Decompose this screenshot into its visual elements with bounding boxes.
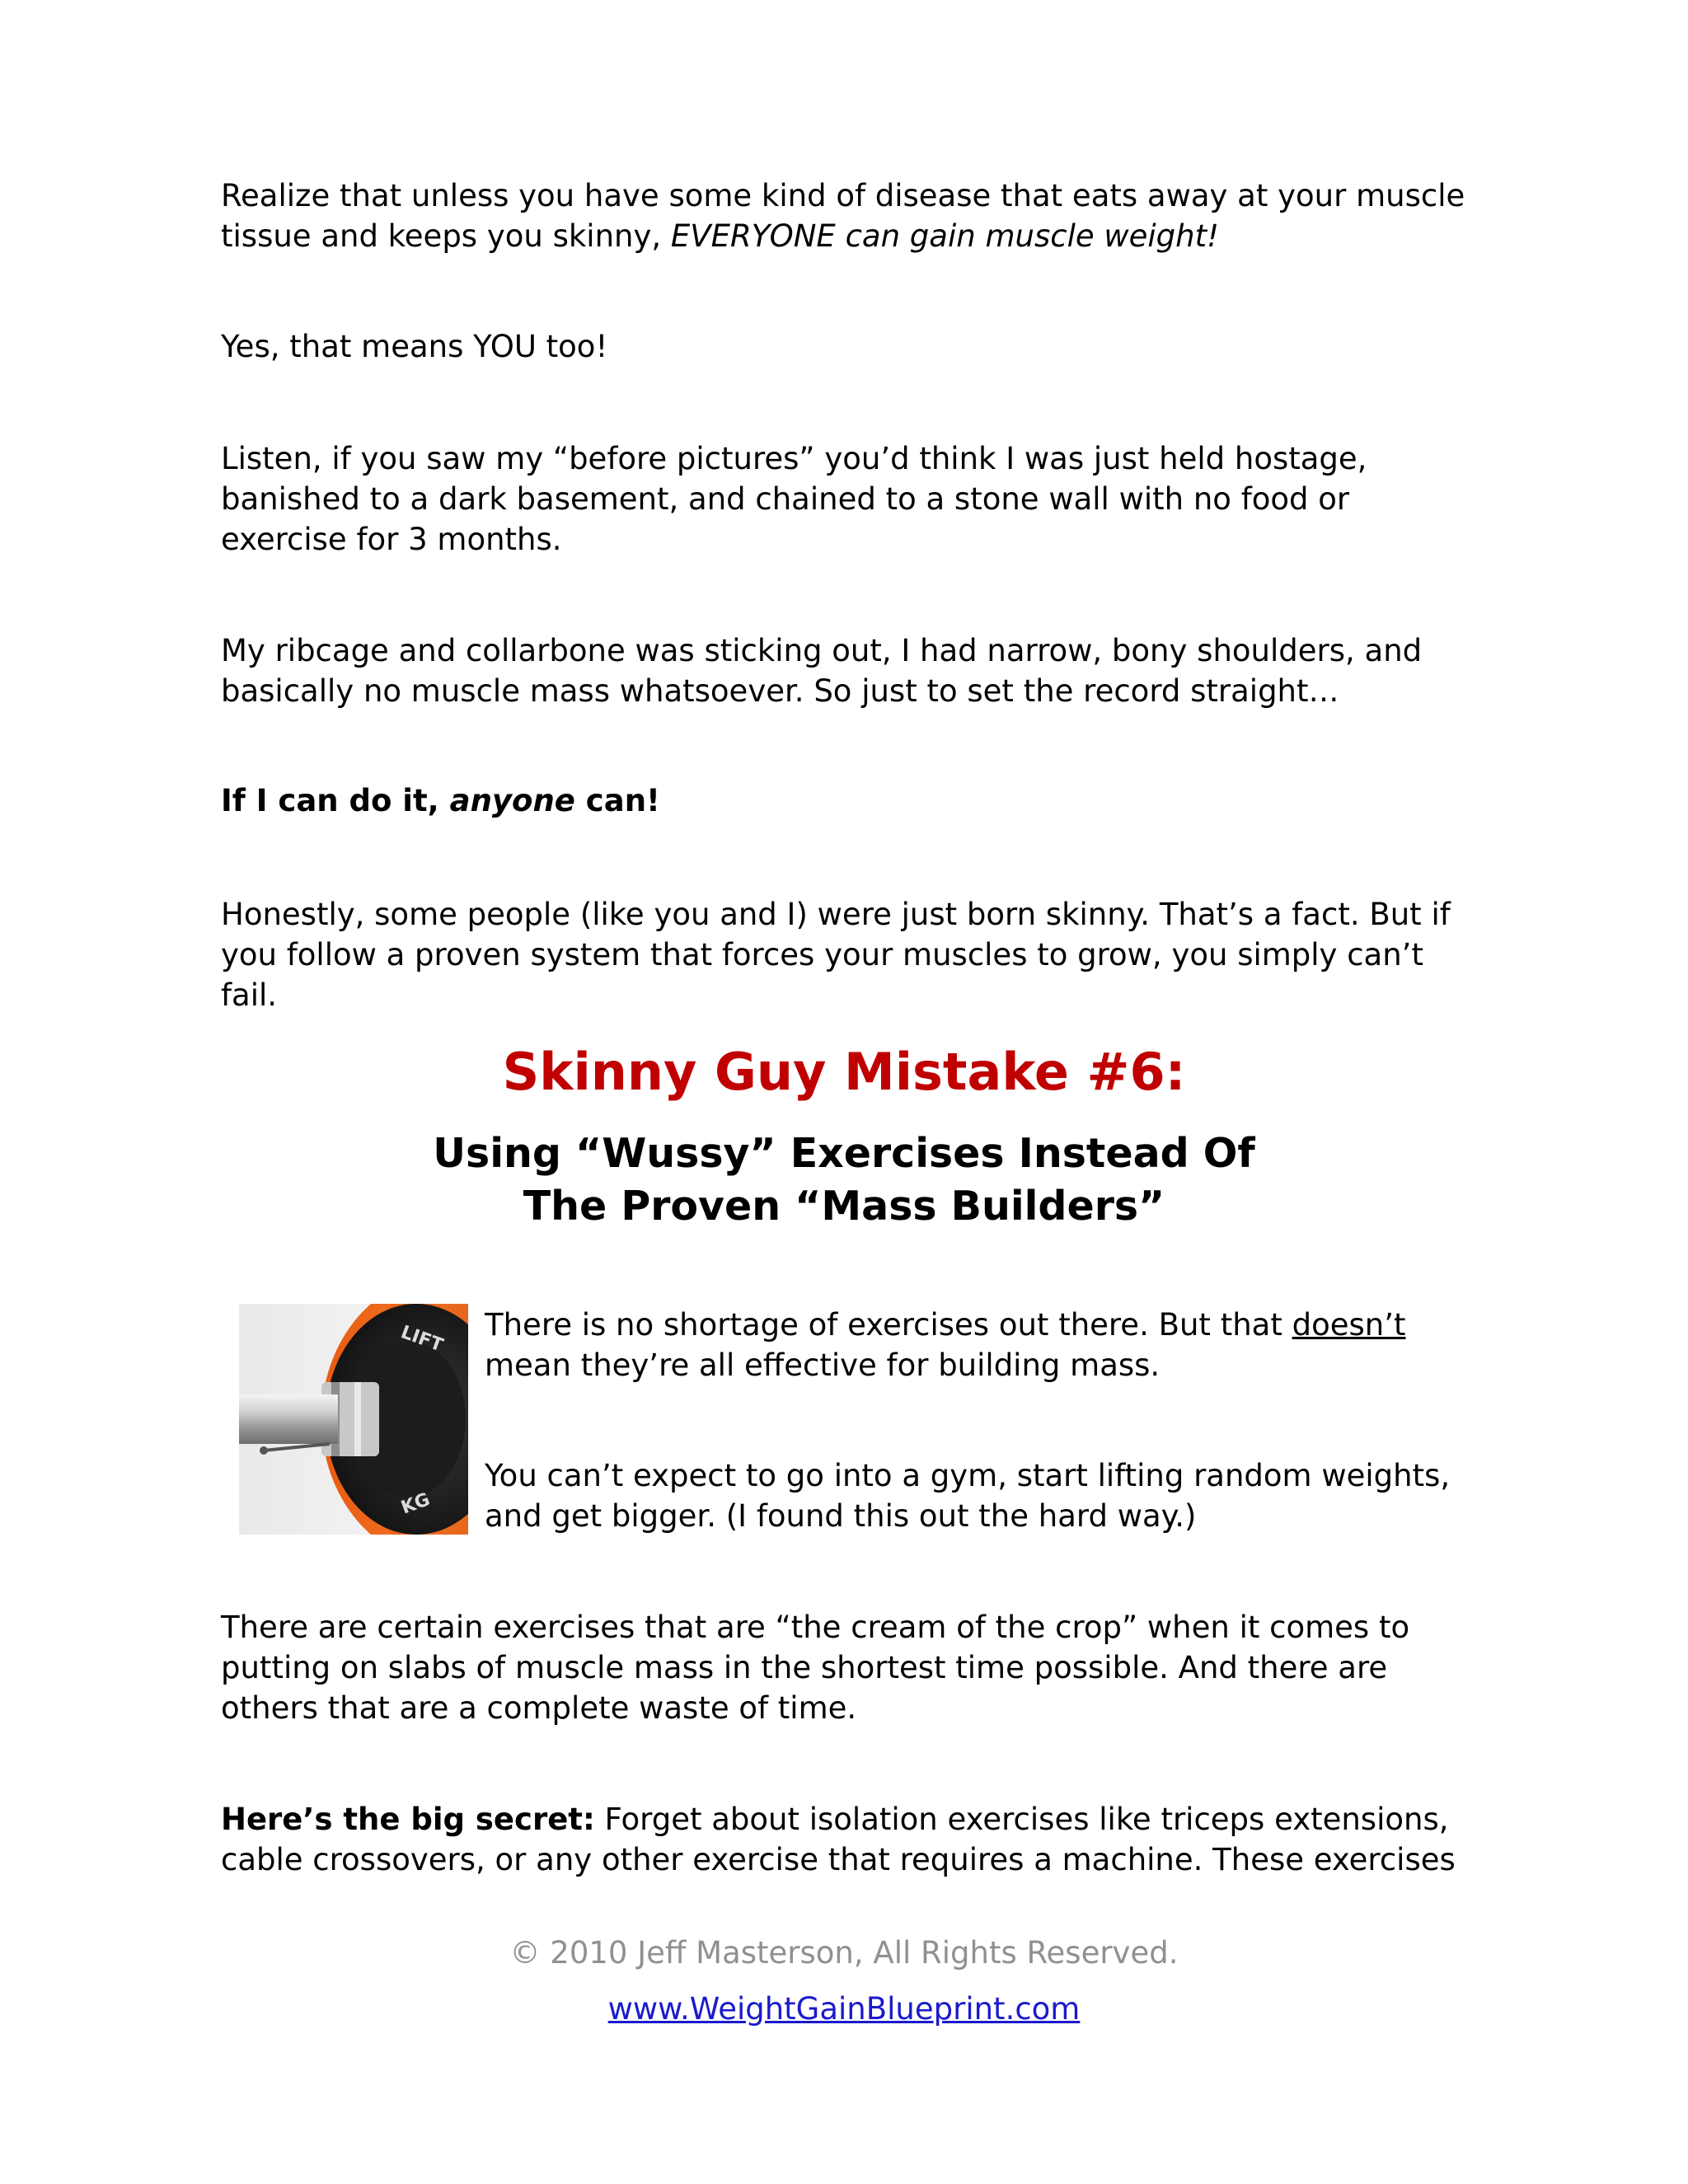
barbell-plate-image <box>239 1304 468 1535</box>
paragraph-big-secret <box>221 1799 1474 1880</box>
svg-text:KG: KG <box>398 1489 434 1519</box>
big-secret-label: Here’s the big secret: <box>221 1802 595 1837</box>
footer-website-link[interactable]: www.WeightGainBlueprint.com <box>607 1991 1081 2027</box>
no-shortage-suffix: mean they’re all effective for building mass. <box>485 1347 1160 1383</box>
paragraph-disease-emphasis: EVERYONE can gain muscle weight! <box>670 218 1219 254</box>
anyone-can-emphasis: anyone <box>449 783 575 818</box>
paragraph-disease-line2: tissue and keeps you skinny, <box>221 218 671 254</box>
paragraph-cream-of-crop: There are certain exercises that are “the cream of the crop” when it comes to putting on slabs of muscle mass in the shortest time possible. And there are others that are a complete waste of time. <box>221 1610 1410 1726</box>
paragraph-ribcage: My ribcage and collarbone was sticking out, I had narrow, bony shoulders, and basically no muscle mass whatsoever. So just to set the record straight… <box>221 633 1423 709</box>
section-subtitle-line2: The Proven “Mass Builders” <box>523 1183 1165 1230</box>
paragraph-born-skinny: Honestly, some people (like you and I) were just born skinny. That’s a fact. But if you follow a proven system that forces your muscles to grow, you simply can’t fail. <box>221 897 1451 1013</box>
paragraph-before-pictures: Listen, if you saw my “before pictures” you’d think I was just held hostage, banished to a dark basement, and chained to a stone wall with no food or exercise for 3 months. <box>221 441 1367 557</box>
barbell-plate-illustration <box>239 1304 468 1535</box>
anyone-can-suffix: can! <box>574 783 660 818</box>
paragraph-disease <box>221 176 1474 256</box>
no-shortage-underline: doesn’t <box>1292 1307 1406 1343</box>
anyone-can-prefix: If I can do it, <box>221 783 450 818</box>
paragraph-no-shortage <box>485 1305 1474 1385</box>
footer-link-wrapper <box>0 1989 1688 2030</box>
paragraph-random-weights: You can’t expect to go into a gym, start lifting random weights, and get bigger. (I found this out the hard way.) <box>485 1458 1451 1534</box>
paragraph-you-too: Yes, that means YOU too! <box>221 329 608 364</box>
no-shortage-prefix: There is no shortage of exercises out there. But that <box>485 1307 1292 1343</box>
section-title: Skinny Guy Mistake #6: <box>502 1042 1186 1102</box>
paragraph-anyone-can <box>221 780 1474 821</box>
big-secret-text: Forget about isolation exercises like triceps extensions, cable crossovers, or any other exercise that requires a machine. These exercises <box>221 1802 1456 1877</box>
section-subtitle <box>0 1127 1688 1233</box>
svg-text:LIFT: LIFT <box>397 1322 446 1357</box>
footer-copyright: © 2010 Jeff Masterson, All Rights Reserved. <box>509 1935 1179 1971</box>
paragraph-disease-line1: Realize that unless you have some kind of disease that eats away at your muscle <box>221 178 1465 213</box>
section-subtitle-line1: Using “Wussy” Exercises Instead Of <box>433 1130 1255 1177</box>
